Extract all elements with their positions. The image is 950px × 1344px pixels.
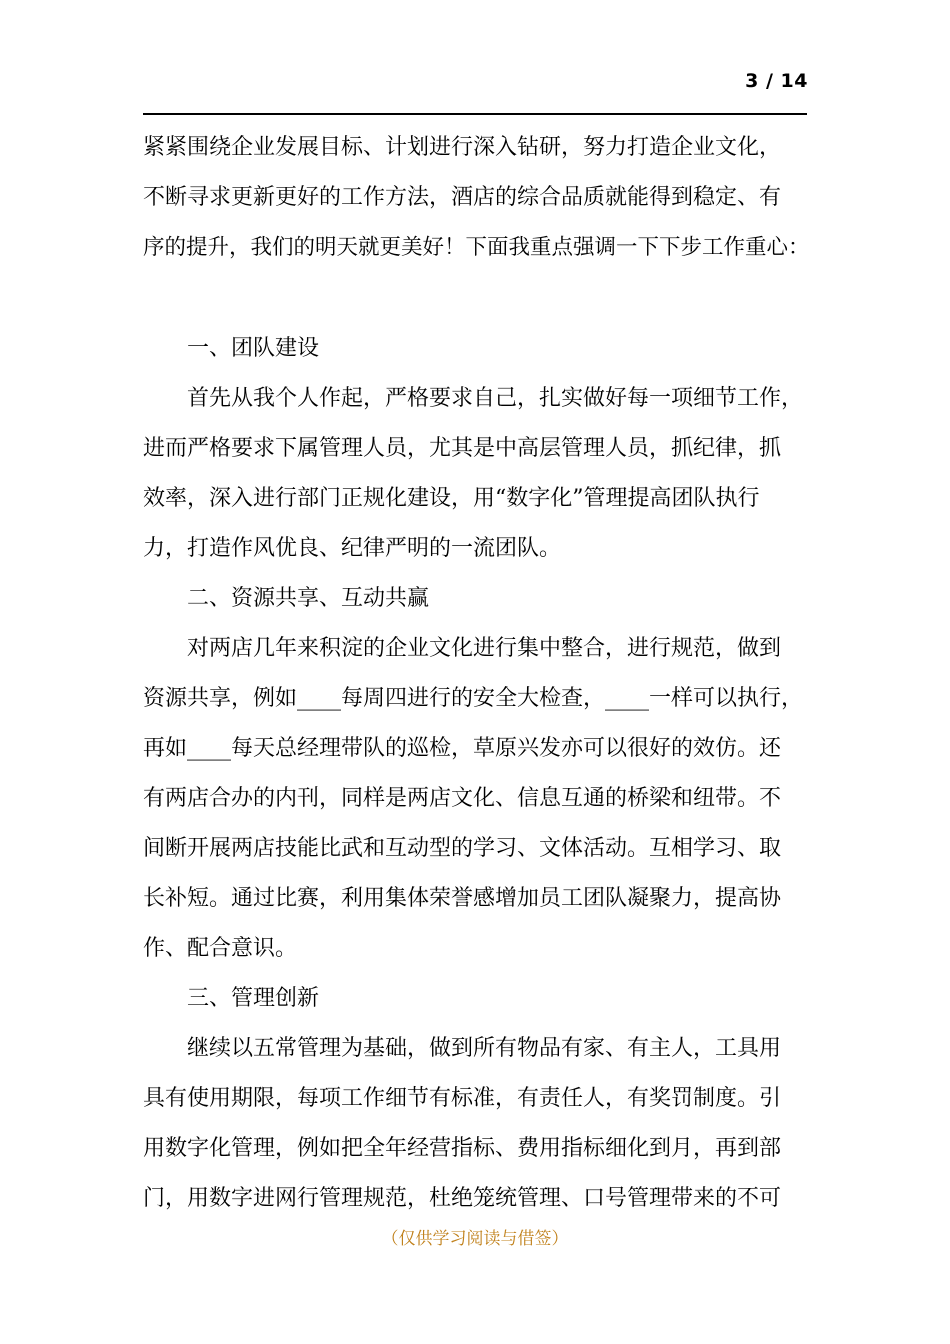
body-line: 作、配合意识。 — [143, 936, 298, 961]
section-heading: 二、资源共享、互动共赢 — [143, 586, 430, 611]
page-number: 3 / 14 — [745, 70, 808, 92]
body-line: 首先从我个人作起，严格要求自己，扎实做好每一项细节工作， — [143, 386, 804, 411]
section-heading: 三、管理创新 — [143, 986, 320, 1011]
body-line: 紧紧围绕企业发展目标、计划进行深入钻研，努力打造企业文化， — [143, 135, 782, 160]
body-line: 门，用数字进网行管理规范，杜绝笼统管理、口号管理带来的不可 — [143, 1186, 782, 1211]
body-line: 对两店几年来积淀的企业文化进行集中整合，进行规范，做到 — [143, 636, 782, 661]
body-line: 用数字化管理，例如把全年经营指标、费用指标细化到月，再到部 — [143, 1136, 782, 1161]
body-line: 资源共享，例如____每周四进行的安全大检查，____一样可以执行， — [143, 686, 804, 711]
body-line: 间断开展两店技能比武和互动型的学习、文体活动。互相学习、取 — [143, 836, 782, 861]
body-line: 长补短。通过比赛，利用集体荣誉感增加员工团队凝聚力，提高协 — [143, 886, 782, 911]
body-line: 序的提升，我们的明天就更美好！下面我重点强调一下下步工作重心： — [143, 235, 810, 260]
section-heading: 一、团队建设 — [143, 336, 320, 361]
body-line: 力，打造作风优良、纪律严明的一流团队。 — [143, 536, 562, 561]
body-line: 继续以五常管理为基础，做到所有物品有家、有主人，工具用 — [143, 1036, 782, 1061]
body-line: 有两店合办的内刊，同样是两店文化、信息互通的桥梁和纽带。不 — [143, 786, 782, 811]
body-line: 再如____每天总经理带队的巡检，草原兴发亦可以很好的效仿。还 — [143, 736, 782, 761]
body-line: 效率，深入进行部门正规化建设，用“数字化”管理提高团队执行 — [143, 486, 760, 511]
footer-note: （仅供学习阅读与借签） — [381, 1229, 569, 1249]
body-line: 具有使用期限，每项工作细节有标准，有责任人，有奖罚制度。引 — [143, 1086, 782, 1111]
body-line: 不断寻求更新更好的工作方法，酒店的综合品质就能得到稳定、有 — [143, 185, 782, 210]
body-line: 进而严格要求下属管理人员，尤其是中高层管理人员，抓纪律，抓 — [143, 436, 782, 461]
header-rule — [143, 113, 807, 115]
